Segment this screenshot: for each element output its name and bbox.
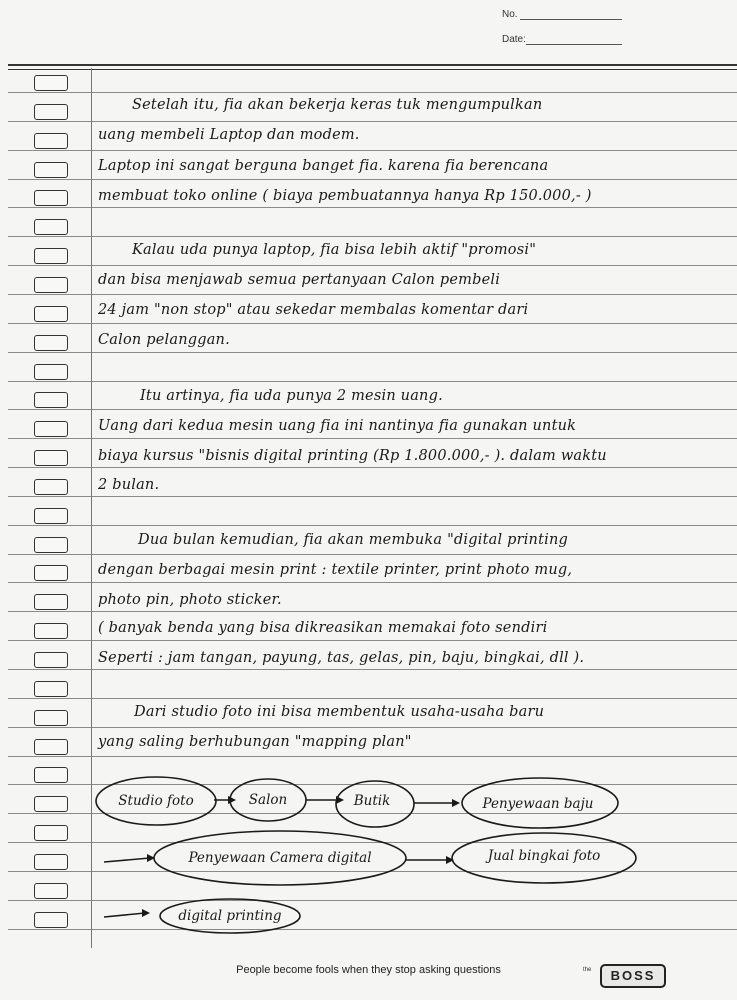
arrowhead xyxy=(142,909,150,917)
text-line: Kalau uda punya laptop, fia bisa lebih aktif "promosi" xyxy=(132,242,537,258)
arrowhead xyxy=(446,856,454,864)
ruled-line xyxy=(8,236,737,237)
checkbox[interactable] xyxy=(34,912,68,928)
text-line: Dua bulan kemudian, fia akan membuka "digital printing xyxy=(138,532,568,548)
node-salon: Salon xyxy=(248,792,288,808)
brand-small: the xyxy=(583,967,592,973)
node-outline xyxy=(154,831,406,885)
ruled-line xyxy=(8,756,737,757)
text-line: Itu artinya, fia uda punya 2 mesin uang. xyxy=(140,388,443,404)
node-outline xyxy=(230,779,306,821)
arrow xyxy=(104,913,145,917)
node-jual-bingkai: Jual bingkai foto xyxy=(487,848,601,864)
arrowhead xyxy=(228,796,236,804)
ruled-line xyxy=(8,669,737,670)
checkbox[interactable] xyxy=(34,133,68,149)
text-line: membuat toko online ( biaya pembuatannya hanya Rp 150.000,- ) xyxy=(98,188,592,204)
ruled-line xyxy=(8,265,737,266)
arrowhead xyxy=(147,854,155,862)
checkbox[interactable] xyxy=(34,364,68,380)
ruled-line xyxy=(8,611,737,612)
ruled-line xyxy=(8,842,737,843)
node-digital-printing: digital printing xyxy=(178,908,282,924)
checkbox[interactable] xyxy=(34,565,68,581)
arrowhead xyxy=(452,799,460,807)
checkbox[interactable] xyxy=(34,767,68,783)
ruled-line xyxy=(8,727,737,728)
text-line: Setelah itu, fia akan bekerja keras tuk mengumpulkan xyxy=(132,97,543,113)
ruled-line xyxy=(8,640,737,641)
footer-quote: People become fools when they stop asking questions xyxy=(236,964,501,976)
checkbox[interactable] xyxy=(34,652,68,668)
ruled-line xyxy=(8,438,737,439)
checkbox[interactable] xyxy=(34,75,68,91)
ruled-line xyxy=(8,467,737,468)
top-rule-1 xyxy=(8,64,737,66)
no-label: No. xyxy=(502,9,518,20)
node-butik: Butik xyxy=(353,793,391,809)
text-line: photo pin, photo sticker. xyxy=(98,592,282,608)
ruled-line xyxy=(8,179,737,180)
text-line: Dari studio foto ini bisa membentuk usaha-usaha baru xyxy=(134,704,545,720)
text-line: Calon pelanggan. xyxy=(98,332,230,348)
ruled-line xyxy=(8,207,737,208)
ruled-line xyxy=(8,150,737,151)
checkbox[interactable] xyxy=(34,508,68,524)
node-studio-foto: Studio foto xyxy=(118,793,194,809)
node-penyewaan-camera: Penyewaan Camera digital xyxy=(188,850,372,866)
node-outline xyxy=(452,833,636,883)
node-outline xyxy=(160,899,300,933)
checkbox[interactable] xyxy=(34,710,68,726)
text-line: uang membeli Laptop dan modem. xyxy=(98,127,360,143)
checkbox[interactable] xyxy=(34,479,68,495)
checkbox[interactable] xyxy=(34,306,68,322)
ruled-line xyxy=(8,784,737,785)
checkbox[interactable] xyxy=(34,825,68,841)
date-line xyxy=(526,44,622,45)
ruled-line xyxy=(8,121,737,122)
node-outline xyxy=(462,778,618,828)
text-line: Laptop ini sangat berguna banget fia. karena fia berencana xyxy=(98,158,549,174)
checkbox[interactable] xyxy=(34,162,68,178)
ruled-line xyxy=(8,381,737,382)
ruled-line xyxy=(8,294,737,295)
ruled-line xyxy=(8,554,737,555)
text-line: Uang dari kedua mesin uang fia ini nantinya fia gunakan untuk xyxy=(98,418,577,434)
node-penyewaan-baju: Penyewaan baju xyxy=(482,796,594,812)
no-line xyxy=(520,19,622,20)
margin-line xyxy=(91,68,92,948)
boss-logo: BOSS xyxy=(600,964,666,988)
text-line: 24 jam "non stop" atau sekedar membalas komentar dari xyxy=(98,302,529,318)
arrow xyxy=(104,858,150,862)
ruled-line xyxy=(8,900,737,901)
checkbox[interactable] xyxy=(34,883,68,899)
checkbox[interactable] xyxy=(34,248,68,264)
checkbox[interactable] xyxy=(34,421,68,437)
checkbox[interactable] xyxy=(34,681,68,697)
text-line: biaya kursus "bisnis digital printing (Rp 1.800.000,- ). dalam waktu xyxy=(98,448,607,464)
node-outline xyxy=(336,781,414,827)
ruled-line xyxy=(8,409,737,410)
text-line: Seperti : jam tangan, payung, tas, gelas, pin, baju, bingkai, dll ). xyxy=(98,650,585,666)
date-label: Date: xyxy=(502,34,526,45)
ruled-line xyxy=(8,323,737,324)
checkbox[interactable] xyxy=(34,335,68,351)
text-line: yang saling berhubungan "mapping plan" xyxy=(98,734,412,750)
text-line: ( banyak benda yang bisa dikreasikan memakai foto sendiri xyxy=(98,620,548,636)
ruled-line xyxy=(8,929,737,930)
ruled-line xyxy=(8,582,737,583)
arrowhead xyxy=(336,796,344,804)
top-rule-2 xyxy=(8,69,737,70)
ruled-line xyxy=(8,92,737,93)
checkbox[interactable] xyxy=(34,854,68,870)
checkbox[interactable] xyxy=(34,219,68,235)
text-line: dengan berbagai mesin print : textile printer, print photo mug, xyxy=(98,562,573,578)
checkbox[interactable] xyxy=(34,739,68,755)
checkbox[interactable] xyxy=(34,104,68,120)
ruled-line xyxy=(8,698,737,699)
checkbox[interactable] xyxy=(34,392,68,408)
checkbox[interactable] xyxy=(34,277,68,293)
text-line: 2 bulan. xyxy=(98,477,160,493)
text-line: dan bisa menjawab semua pertanyaan Calon pembeli xyxy=(98,272,501,288)
ruled-line xyxy=(8,352,737,353)
ruled-line xyxy=(8,813,737,814)
checkbox[interactable] xyxy=(34,537,68,553)
checkbox[interactable] xyxy=(34,190,68,206)
checkbox[interactable] xyxy=(34,594,68,610)
ruled-line xyxy=(8,525,737,526)
checkbox[interactable] xyxy=(34,450,68,466)
ruled-line xyxy=(8,496,737,497)
ruled-line xyxy=(8,871,737,872)
checkbox[interactable] xyxy=(34,796,68,812)
checkbox[interactable] xyxy=(34,623,68,639)
